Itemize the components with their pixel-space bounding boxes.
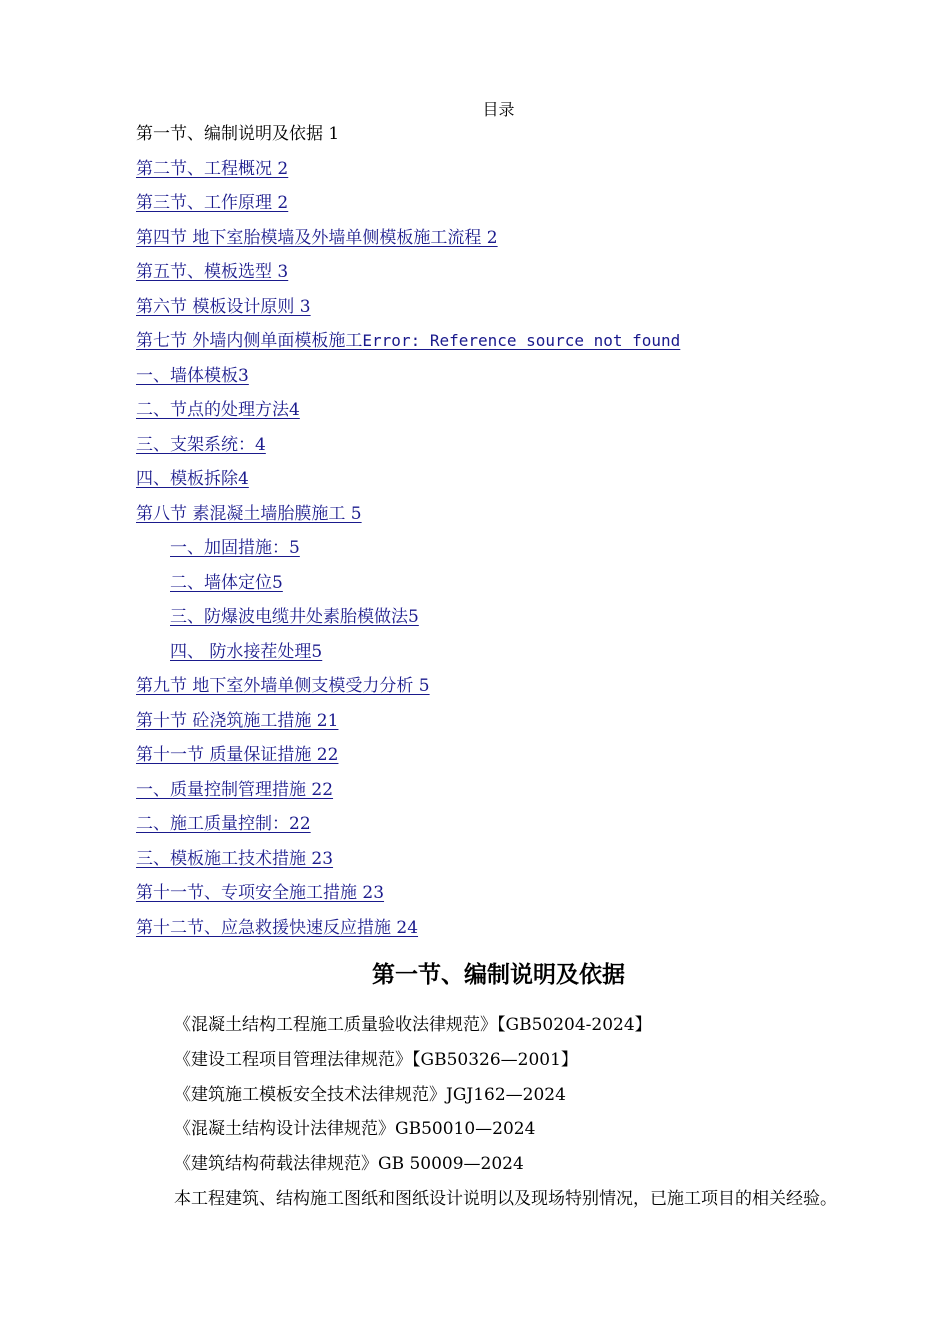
toc-entry-text: 第三节、工作原理 2 [136,193,289,213]
toc-entry-error-text: Error: Reference source not found [362,331,681,350]
toc-entry[interactable] [136,916,418,940]
reference-item: 《混凝土结构设计法律规范》GB50010—2024 [174,1119,536,1139]
toc-entry[interactable] [136,329,680,353]
toc-title: 目录 [482,100,515,119]
toc-entry[interactable] [136,467,249,491]
basis-paragraph: 本工程建筑、结构施工图纸和图纸设计说明以及现场特别情况，已施工项目的相关经验。 [174,1189,837,1209]
toc-entry-text: 第十一节 质量保证措施 22 [136,745,339,765]
toc-entry-text: 一、加固措施：5 [170,538,300,558]
toc-entry[interactable] [136,709,338,733]
toc-entry-text: 三、防爆波电缆井处素胎模做法5 [170,607,419,627]
toc-entry[interactable] [170,640,322,664]
toc-entry-text: 第六节 模板设计原则 3 [136,296,311,317]
toc-entry[interactable] [170,605,419,629]
toc-entry-text: 第一节、编制说明及依据 1 [136,124,340,144]
toc-entry-text: 第四节 地下室胎模墙及外墙单侧模板施工流程 2 [136,227,498,248]
toc-entry[interactable] [136,743,338,767]
toc-entry-text: 三、支架系统：4 [136,434,266,455]
toc-entry-text: 第十二节、应急救援快速反应措施 24 [136,917,419,938]
toc-entry-text: 二、墙体定位5 [170,572,283,593]
reference-item: 《混凝土结构工程施工质量验收法律规范》【GB50204-2024】 [174,1015,652,1035]
toc-entry-text: 第十节 砼浇筑施工措施 21 [136,710,339,731]
toc-entry-text: 一、质量控制管理措施 22 [136,779,334,800]
toc-entry[interactable] [136,502,362,526]
toc-entry[interactable] [170,536,300,560]
toc-entry[interactable] [136,260,288,284]
reference-item: 《建筑结构荷载法律规范》GB 50009—2024 [174,1154,524,1174]
toc-entry[interactable] [136,778,333,802]
toc-entry-text: 第五节、模板选型 3 [136,262,289,282]
toc-entry-text: 一、墙体模板3 [136,365,249,386]
toc-entry[interactable] [170,571,283,595]
toc-entry[interactable] [136,881,384,905]
toc-entry[interactable] [136,847,333,871]
toc-entry-text: 二、节点的处理方法4 [136,400,300,420]
toc-entry-text: 第七节 外墙内侧单面模板施工 [136,331,363,351]
toc-entry[interactable] [136,433,266,457]
toc-entry[interactable] [136,226,498,250]
toc-entry-text: 四、模板拆除4 [136,469,249,489]
toc-entry [136,122,339,146]
toc-entry-text: 第二节、工程概况 2 [136,158,289,179]
toc-entry[interactable] [136,812,311,836]
toc-entry[interactable] [136,398,300,422]
toc-entry-text: 第八节 素混凝土墙胎膜施工 5 [136,503,362,524]
toc-entry-text: 三、模板施工技术措施 23 [136,848,334,869]
toc-entry[interactable] [136,157,288,181]
toc-entry-text: 第九节 地下室外墙单侧支模受力分析 5 [136,676,430,696]
toc-entry-text: 四、 防水接茬处理5 [170,641,323,662]
reference-item: 《建筑施工模板安全技术法律规范》JGJ162—2024 [174,1085,566,1105]
section-heading: 第一节、编制说明及依据 [372,962,625,988]
toc-entry-text: 第十一节、专项安全施工措施 23 [136,883,385,903]
toc-entry[interactable] [136,674,430,698]
toc-entry[interactable] [136,191,288,215]
toc-entry[interactable] [136,295,311,319]
toc-entry-text: 二、施工质量控制：22 [136,814,311,834]
toc-entry[interactable] [136,364,249,388]
reference-item: 《建设工程项目管理法律规范》【GB50326—2001】 [174,1050,578,1070]
